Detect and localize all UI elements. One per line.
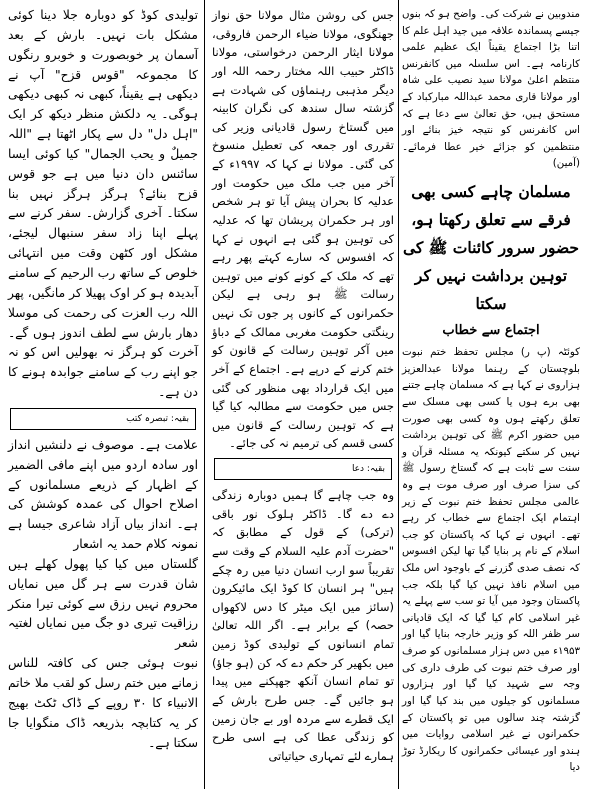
- middle-column: [212, 6, 394, 783]
- article-headline: مسلمان چاہے کسی بھی فرقے سے تعلق رکھتا ہو، حضور سرور کائنات ﷺ کی توہین برداشت نہیں کر سکتا: [402, 182, 580, 314]
- continuation-label: بقیہ: دعا: [351, 464, 385, 474]
- column-divider: [398, 0, 399, 789]
- continuation-body: وہ جب چاہے گا ہمیں دوبارہ زندگی دے دے گا۔ ڈاکٹر ہلوک نور باقی (ترکی) کے قول کے مطابق کہ "حضرت آدم علیہ السلام کے وقت سے تقریباً سو ارب انسان دنیا میں رہ چکے ہیں" ہر انسان کا کوڈ ایک مائیکرون (سائز میں ایک میٹر کا دس لاکھواں حصہ) کے برابر ہے۔ اگر اللہ تعالیٰ تمام انسانوں کے تولیدی کوڈ زمین میں بکھیر کر حکم دے کہ کن (ہو جاؤ) تو تمام انسان آنکھ جھپکنے میں پیدا ہو جائیں گے۔ جس طرح بارش کے ایک قطرے سے مردہ اور بے جان زمین کو زندگی عطا کی ہے اسی طرح ہمارے لئے تمہاری حیاتیاتی: [212, 488, 394, 763]
- article-body: کوئٹہ (پ ر) مجلس تحفظ ختم نبوت بلوچستان کے رہنما مولانا عبدالعزیز ہزاروی نے کہا ہے کہ مسلمان چاہے جتنے بھی برے ہوں یا کسی بھی مسلک سے تعلق رکھتے ہوں وہ کسی بھی صورت میں حضور اکرم ﷺ کی توہین برداشت نہیں کر سکتے کیونکہ یہ مسئلہ قرآن و سنت سے ثابت ہے کہ گستاخ رسول ﷺ کی سزا صرف اور صرف موت ہے وہ عالمی مجلس تحفظ ختم نبوت کے زیر اہتمام ایک اجتماع سے خطاب کر رہے تھے۔ انہوں نے کہا کہ پاکستان کو جب اسلام کے نام پر بنایا گیا تھا لیکن افسوس کہ نصف صدی گزرنے کے باوجود اس ملک میں اسلام نافذ نہیں کیا گیا بلکہ جب پاکستان وجود میں آیا تو سب سے پہلے یہ غیر اسلامی کام کیا گیا کہ ایک قادیانی سر ظفر اللہ کو وزیر خارجہ بنایا گیا اور ۱۹۵۳ء میں دس ہزار مسلمانوں کو صرف اور صرف ختم نبوت کی طرف داری کی وجہ سے شہید کیا گیا اور ہزاروں مسلمانوں کو جیلوں میں بند کیا گیا اور گزشتہ چند سالوں میں تو پاکستان کے حکمرانوں نے غیر اسلامی روایات میں ہندو اور عیسائی حکمرانوں کا ریکارڈ توڑ دیا: [402, 346, 580, 774]
- closing-text: نبوت ہوئی جس کی کافتہ للناس زمانے میں ختم رسل کو لقب ملا خاتم الانبیاء کا ۳۰ روپے کے ڈاک ٹکٹ بھیج کر یہ کتابچہ بذریعہ ڈاک منگوایا جا سکتا ہے۔: [8, 656, 198, 750]
- article-subheadline: اجتماع سے خطاب: [442, 323, 540, 339]
- continuation-body: علامت ہے۔ موصوف نے دلنشیں انداز اور سادہ اردو میں اپنے مافی الضمیر کے اظہار کے ذریعے مسلمانوں کے اصلاح احوال کی عمدہ کوشش کی ہے۔ انداز بیاں آزاد شاعری جیسا ہے نمونہ کلام حمد یہ اشعار: [8, 437, 198, 552]
- poem-text: گلستاں میں کیا کیا پھول کھلے ہیں شان قدرت سے ہر گل میں نمایاں محروم نہیں رزق سے کوئی تیرا منکر رزاقیت تیری دو جگ میں نمایاں لغتیہ شعر: [8, 556, 198, 651]
- continuation-box: [10, 408, 196, 430]
- continuation-label: بقیہ: تبصرہ کتب: [126, 413, 189, 424]
- right-column: [402, 6, 580, 783]
- article-body: جس کی روشن مثال مولانا حق نواز جھنگوی، مولانا ضیاء الرحمن فاروقی، مولانا ایثار الرحمن درخواستی، مولانا ڈاکٹر حبیب اللہ مختار رحمہ اللہ اور دیگر مذہبی رہنماؤں کی شہادت ہے گزشتہ سال سندھ کی نگران کابینہ میں گستاخ رسول قادیانی وزیر کی تقرری اور جمعہ کی تعطیل منسوخ کی گئی۔ مولانا نے کہا کہ ۱۹۹۷ء کے آخر میں جب ملک میں حکومت اور عدلیہ کا بحران پیش آیا تو ہر شخص اور ہر حکمران پریشان تھا کہ عدلیہ کی توہین ہو گئی ہے انہوں نے کہا کہ افسوس کہ سارے کہتے پھر رہے تھے کہ ملک کے کونے کونے میں توہین رسالت ﷺ ہو رہی ہے لیکن حکمرانوں کے کانوں پر جوں تک نہیں رینگتی حکومت مغربی ممالک کے دباؤ میں آکر توہین رسالت کے قانون کو ختم کرنے کے درپے ہے۔ اجتماع کے آخر میں ایک قرارداد بھی منظور کی گئی جس میں حکومت سے مطالبہ کیا گیا ہے کہ توہین رسالت کے قانون میں کسی قسم کی ترمیم نہ کی جائے۔: [212, 8, 394, 451]
- column-divider: [204, 0, 205, 789]
- left-column: [8, 6, 198, 783]
- continuation-box: [214, 458, 392, 480]
- article-body: تولیدی کوڈ کو دوبارہ جلا دینا کوئی مشکل بات نہیں۔ بارش کے بعد آسمان پر خوبصورت و خوبرو رنگوں کا مجموعہ "قوس قزح" آپ نے دیکھی ہے یقیناً، کبھی نہ کبھی دیکھی ہوگی۔ یہ دلکش منظر دیکھ کر ایک "اہل دل" دل سے پکار اٹھتا ہے "اللہ جمیلٌ و یحب الجمال" کیا کوئی ایسا سائنس دان دنیا میں ہے جو قوس قزح بنائے؟ ہرگز ہرگز نہیں بنا سکتا۔ آخری گزارش۔ سفر کرنے سے پہلے اپنا زاد سفر سنبھال لیجئے، مشکل اور کٹھن وقت میں انتہائی خلوص کے ساتھ رب الرحیم کے سامنے آبدیدہ ہو کر اوک پھیلا کر مانگیں، پھر اللہ رب العزت کی رحمت کی موسلا دھار بارش سے لطف اندوز ہوں گے۔ آخرت کو ہرگز نہ بھولیں اس کو نہ جو اپنے رب کے سامنے جوابدہ ہونے کا دن ہے۔: [8, 8, 198, 400]
- article-intro: مندوبین نے شرکت کی۔ واضح ہو کہ بنوں جیسے پسماندہ علاقہ میں جید اہل علم کا اتنا بڑا اجتماع یقیناً ایک عظیم علمی کارنامہ ہے۔ اس سلسلہ میں کانفرنس منتظم اعلیٰ مولانا سید نصیب علی شاہ اور مولانا قاری محمد عبداللہ مبارکباد کے مستحق ہیں، حق تعالیٰ سے دعا ہے کہ اس کانفرنس کو نتیجہ خیز بنائے اور منتظمین کو جزائے خیر عطا فرمائے۔ (آمین): [402, 8, 580, 170]
